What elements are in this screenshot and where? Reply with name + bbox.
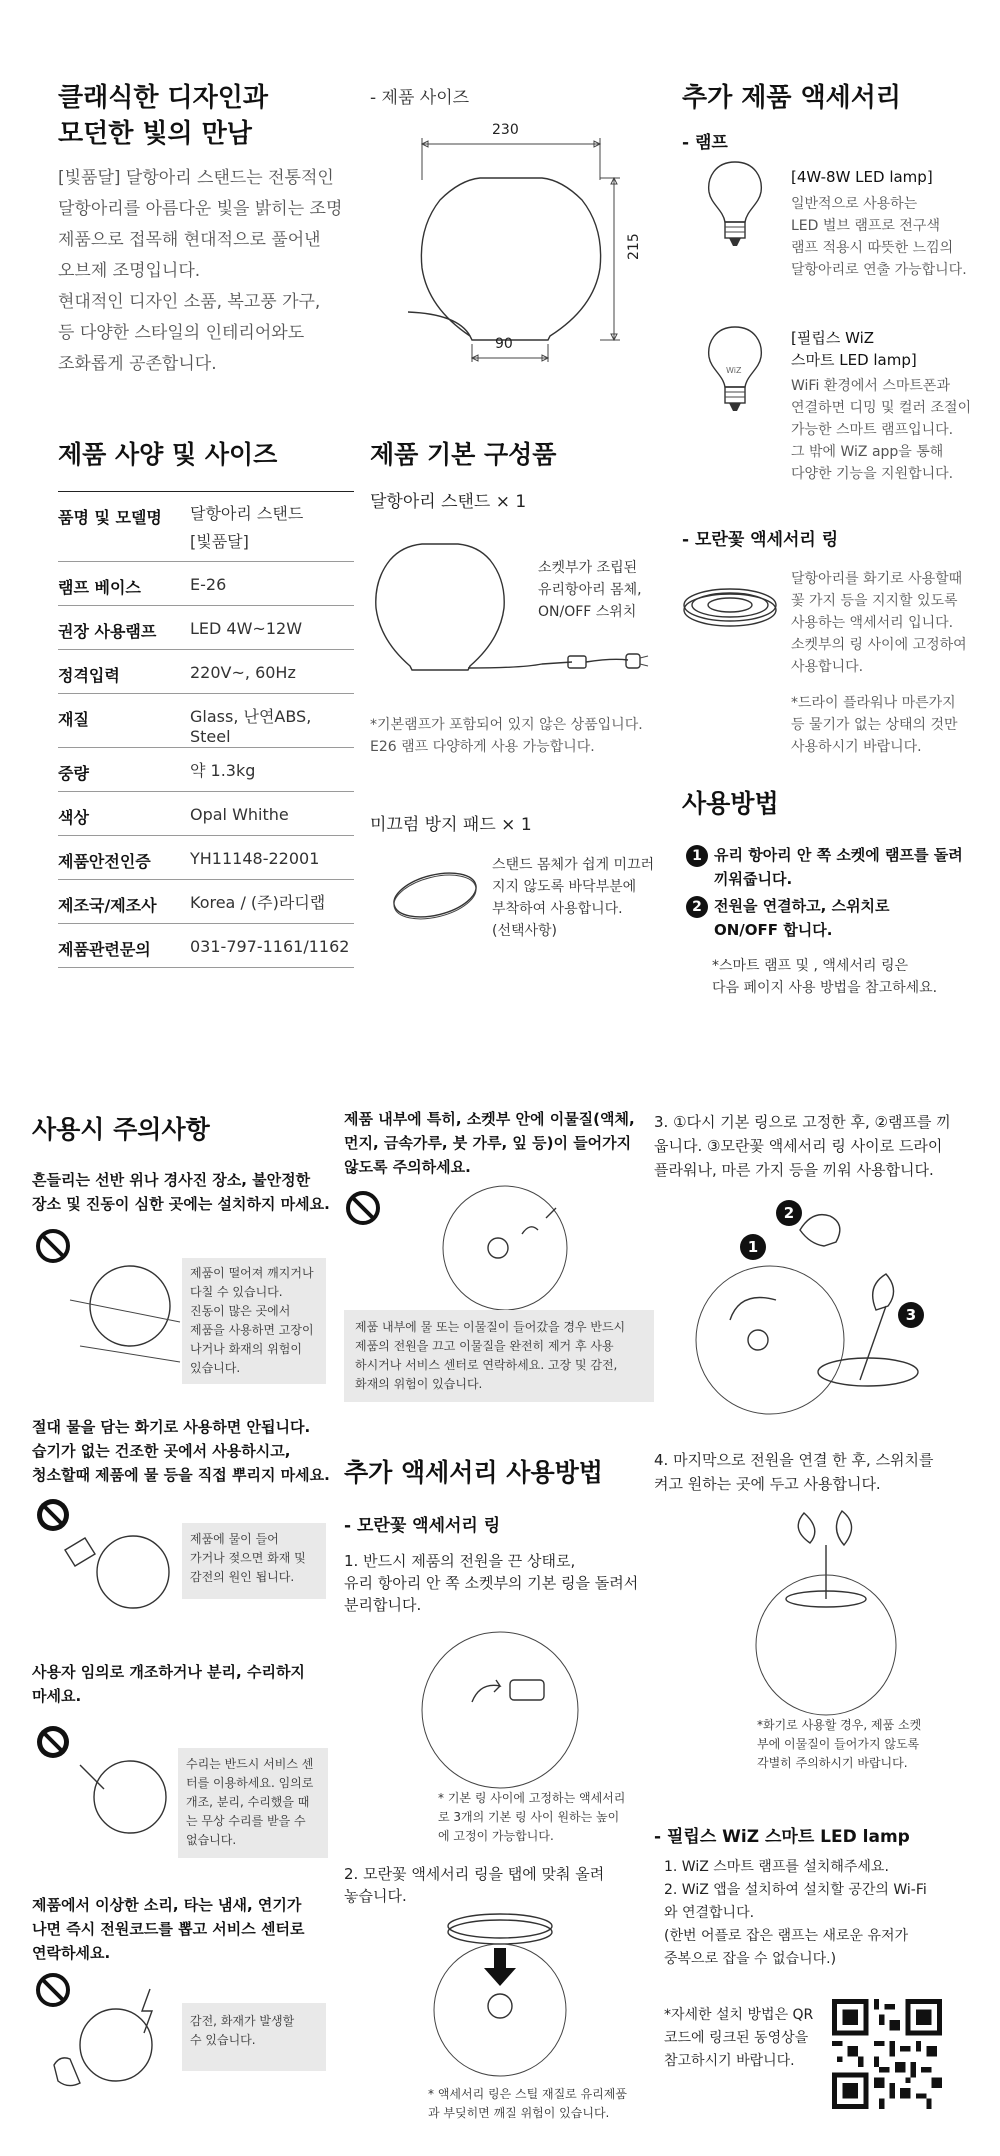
usage-step1: [686, 843, 1000, 891]
foreign-object-illustration: [430, 1178, 580, 1308]
ring-note-line: 사용하시기 바랍니다.: [791, 739, 922, 755]
caution-box-line: 가거나 젖으면 화재 및: [190, 1551, 306, 1565]
lamp-label: - 램프: [682, 133, 728, 153]
pad-desc: [492, 854, 662, 942]
step-badge-1: 1: [740, 1234, 766, 1260]
usage-step2: [686, 894, 1000, 942]
table-row: [58, 880, 354, 924]
anti-slip-pad-icon: [390, 865, 480, 925]
ring-line: 사용합니다.: [791, 659, 864, 675]
caution1-title: [32, 1168, 352, 1216]
spec-key: 중량: [58, 764, 89, 783]
usage-note: [712, 955, 1000, 999]
caution-box-line: 는 무상 수리를 받을 수: [186, 1814, 306, 1828]
caution-box-line: 제품에 물이 들어: [190, 1532, 279, 1546]
spec-value-line: [빛품달]: [190, 532, 249, 551]
caution-box-line: 감전, 화재가 발생할: [190, 2014, 295, 2028]
caution-box-line: 있습니다.: [190, 1361, 241, 1375]
caution-box-line: 하시거나 서비스 센터로 연락하세요. 고장 및 감전,: [355, 1358, 618, 1372]
intro-title-line2: 모던한 빛의 만남: [58, 119, 252, 149]
usage-step-text: ON/OFF 합니다.: [714, 921, 833, 939]
wiz-step-line: 1. WiZ 스마트 램프를 설치해주세요.: [664, 1859, 889, 1875]
stand-note: [370, 714, 670, 758]
table-row: [58, 924, 354, 968]
stand-desc-line: ON/OFF 스위치: [538, 604, 637, 620]
acc-step4-note: [757, 1716, 977, 1773]
spec-key: 제품안전인증: [58, 852, 151, 871]
wiz-note-line: 참고하시기 바랍니다.: [664, 2053, 795, 2069]
stand-desc-line: 유리항아리 몸체,: [538, 582, 642, 598]
wiz-steps: [664, 1856, 994, 1971]
intro-line: 오브제 조명입니다.: [58, 261, 201, 281]
acc-step-line: 플라워나, 마른 가지 등을 끼워 사용합니다.: [654, 1161, 934, 1179]
acc-note-line: 부에 이물질이 들어가지 않도록: [757, 1737, 920, 1751]
stand-label: 달항아리 스탠드 × 1: [370, 492, 527, 512]
lamp1-line: 일반적으로 사용하는: [791, 196, 918, 212]
wiz-qr-note: [664, 2004, 844, 2073]
pad-desc-line: (선택사항): [492, 923, 558, 939]
spec-key: 재질: [58, 710, 89, 729]
spec-key: 제조국/제조사: [58, 896, 157, 915]
acc-step1: [344, 1550, 664, 1616]
caution3-box-text: [186, 1755, 328, 1850]
lamp2-line: 가능한 스마트 램프입니다.: [791, 422, 954, 438]
qr-code-icon[interactable]: [832, 1999, 942, 2109]
caution-box-line: 감전의 원인 됩니다.: [190, 1570, 295, 1584]
step-number-badge: 1: [686, 845, 708, 867]
intro-line: 조화롭게 공존합니다.: [58, 354, 217, 374]
ring-line: 꽃 가지 등을 지지할 있도록: [791, 593, 958, 609]
ring-note-line: *드라이 플라워나 마른가지: [791, 695, 956, 711]
ring-note-line: 등 물기가 없는 상태의 것만: [791, 717, 958, 733]
acc-note-line: * 액세서리 링은 스틸 재질로 유리제품: [428, 2087, 627, 2101]
usage-note-line: 다음 페이지 사용 방법을 참고하세요.: [712, 980, 938, 996]
acc-note-line: * 기본 링 사이에 고정하는 액세서리: [438, 1791, 626, 1805]
wiz-step-line: 2. WiZ 앱을 설치하여 설치할 공간의 Wi-Fi: [664, 1882, 927, 1898]
stand-note-line: E26 램프 다양하게 사용 가능합니다.: [370, 739, 595, 755]
accessories-title: 추가 제품 액세서리: [682, 83, 902, 113]
lamp1-line: 달항아리로 연출 가능합니다.: [791, 262, 967, 278]
acc-note-line: 에 고정이 가능합니다.: [438, 1829, 554, 1843]
caution2-box-text: [190, 1530, 326, 1587]
ring-line: 사용하는 액세서리 입니다.: [791, 615, 954, 631]
intro-line: 현대적인 디자인 소품, 복고풍 가구,: [58, 292, 321, 312]
assemble-illustration: [700, 1190, 930, 1420]
caution-title-line: 마세요.: [32, 1687, 82, 1705]
ring-line: 달항아리를 화기로 사용할때: [791, 571, 963, 587]
caution4-title: [32, 1893, 352, 1965]
caution3-title: [32, 1660, 352, 1708]
remove-ring-illustration: [410, 1620, 590, 1780]
spec-value: Korea / (주)라디랩: [190, 893, 326, 912]
acc-note-line: 과 부딪히면 깨질 위험이 있습니다.: [428, 2106, 610, 2120]
acc-usage-title: 추가 액세서리 사용방법: [344, 1458, 603, 1487]
acc-step4: [654, 1448, 994, 1496]
lamp2-line: 다양한 기능을 지원합니다.: [791, 466, 954, 482]
acc-note-line: *화기로 사용할 경우, 제품 소켓: [757, 1718, 922, 1732]
acc-step-line: 놓습니다.: [344, 1887, 407, 1905]
wiz-step-line: 중복으로 잡을 수 없습니다.): [664, 1951, 837, 1967]
acc-step2: [344, 1863, 664, 1907]
intro-line: 등 다양한 스타일의 인테리어와도: [58, 323, 305, 343]
acc-note-line: 로 3개의 기본 링 사이 원하는 높이: [438, 1810, 620, 1824]
disassembly-illustration: [60, 1745, 180, 1845]
acc-step2-note: [428, 2085, 668, 2123]
usage-step-text: 전원을 연결하고, 스위치로: [714, 897, 890, 915]
caution-box-line: 개조, 분리, 수리했을 때: [186, 1795, 310, 1809]
water-spray-illustration: [55, 1520, 185, 1620]
caution-box-line: 제품 내부에 물 또는 이물질이 들어갔을 경우 반드시: [355, 1320, 626, 1334]
spec-key: 색상: [58, 808, 89, 827]
table-row: [58, 606, 354, 650]
caution-title-line: 청소할때 제품에 물 등을 직접 뿌리지 마세요.: [32, 1466, 330, 1484]
caution1-box-text: [190, 1264, 326, 1378]
step-number-badge: 2: [686, 896, 708, 918]
table-row: [58, 694, 354, 748]
flower-ring-icon: [680, 575, 780, 635]
lamp1-desc: [791, 193, 1000, 281]
pad-desc-line: 스탠드 몸체가 쉽게 미끄러: [492, 857, 655, 873]
caution-title-line: 장소 및 진동이 심한 곳에는 설치하지 마세요.: [32, 1195, 330, 1213]
table-row: [58, 650, 354, 694]
caution-title-line: 않도록 주의하세요.: [344, 1158, 471, 1176]
prohibited-icon: [345, 1190, 381, 1226]
spec-value: Glass, 난연ABS, Steel: [190, 707, 312, 746]
wiz-bulb-mark: WiZ: [726, 366, 742, 375]
acc-ring-label: - 모란꽃 액세서리 링: [344, 1516, 501, 1536]
caution-title-line: 먼지, 금속가루, 붓 가루, 잎 등)이 들어가지: [344, 1134, 632, 1152]
intro-title-line1: 클래식한 디자인과: [58, 83, 268, 113]
pad-desc-line: 부착하여 사용합니다.: [492, 901, 623, 917]
caution-box-line: 제품이 떨어져 깨지거나: [190, 1266, 314, 1280]
size-width: 230: [492, 122, 519, 138]
caution-title-line: 습기가 없는 건조한 곳에서 사용하시고,: [32, 1442, 291, 1460]
caution-box-line: 제품을 사용하면 고장이: [190, 1323, 314, 1337]
wiz-note-line: *자세한 설치 방법은 QR: [664, 2007, 814, 2023]
size-height: 215: [626, 233, 642, 260]
caution-box-line: 수 있습니다.: [190, 2033, 256, 2047]
lamp2-desc: [791, 375, 1000, 485]
wiz-step-line: 와 연결합니다.: [664, 1905, 755, 1921]
caution-title: 사용시 주의사항: [32, 1115, 210, 1144]
acc-step1-note: [438, 1789, 658, 1846]
wiz-note-line: 코드에 링크된 동영상을: [664, 2030, 809, 2046]
lamp2-title: [791, 327, 917, 371]
acc-step-line: 4. 마지막으로 전원을 연결 한 후, 스위치를: [654, 1451, 934, 1469]
ring-line: 소켓부의 링 사이에 고정하여: [791, 637, 967, 653]
intro-line: [빛품달] 달항아리 스탠드는 전통적인: [58, 168, 334, 188]
components-title: 제품 기본 구성품: [370, 440, 557, 469]
lamp2-line: 연결하면 디밍 및 컬러 조절이: [791, 400, 972, 416]
caution-box-line: 화재의 위험이 있습니다.: [355, 1377, 483, 1391]
lamp1-title: [4W-8W LED lamp]: [791, 168, 933, 186]
lamp2-title-line: 스마트 LED lamp]: [791, 351, 917, 369]
lamp1-line: 램프 적용시 따뜻한 느낌의: [791, 240, 954, 256]
usage-note-line: *스마트 램프 및 , 액세서리 링은: [712, 958, 908, 974]
caution-box-line: 제품의 전원을 끄고 이물질을 완전히 제거 후 사용: [355, 1339, 614, 1353]
spec-table: [58, 491, 354, 968]
spec-key: 품명 및 모델명: [58, 508, 162, 527]
caution-box-line: 없습니다.: [186, 1833, 237, 1847]
spec-value: 약 1.3kg: [190, 761, 256, 780]
spec-value: E-26: [190, 575, 227, 594]
caution5-title: [344, 1107, 664, 1179]
size-label: - 제품 사이즈: [370, 88, 470, 108]
caution-box-line: 다칠 수 있습니다.: [190, 1285, 283, 1299]
ring-label: - 모란꽃 액세서리 링: [682, 530, 839, 550]
wiz-label: - 필립스 WiZ 스마트 LED lamp: [654, 1827, 910, 1847]
acc-step3: [654, 1110, 994, 1182]
caution-box-line: 나거나 화재의 위험이: [190, 1342, 302, 1356]
caution2-title: [32, 1415, 362, 1487]
spec-key: 정격입력: [58, 666, 120, 685]
acc-step-line: 웁니다. ③모란꽃 액세서리 링 사이로 드라이: [654, 1137, 943, 1155]
spec-value: 031-797-1161/1162: [190, 937, 350, 956]
spec-value: LED 4W~12W: [190, 619, 303, 638]
step-badge-3: 3: [898, 1302, 924, 1328]
ring-desc: [791, 568, 1000, 678]
wiz-step-line: (한번 어플로 잡은 램프는 새로운 유저가: [664, 1928, 909, 1944]
spec-key: 램프 베이스: [58, 578, 141, 597]
spec-key: 권장 사용램프: [58, 622, 157, 641]
lamp2-line: WiFi 환경에서 스마트폰과: [791, 378, 950, 394]
spec-value: 220V~, 60Hz: [190, 663, 296, 682]
usage-title: 사용방법: [682, 789, 779, 818]
stand-desc: [538, 557, 658, 623]
shaky-shelf-illustration: [60, 1250, 190, 1370]
stand-note-line: *기본램프가 포함되어 있지 않은 상품입니다.: [370, 717, 643, 733]
lamp2-line: 그 밖에 WiZ app을 통해: [791, 444, 944, 460]
lamp1-line: LED 벌브 램프로 전구색: [791, 218, 940, 234]
place-ring-illustration: [410, 1906, 590, 2076]
caution-title-line: 나면 즉시 전원코드를 뽑고 서비스 센터로: [32, 1920, 305, 1938]
spec-title: 제품 사양 및 사이즈: [58, 440, 278, 469]
acc-step-line: 켜고 원하는 곳에 두고 사용합니다.: [654, 1475, 881, 1493]
acc-step-line: 유리 항아리 안 쪽 소켓부의 기본 링을 돌려서: [344, 1574, 639, 1592]
caution-title-line: 흔들리는 선반 위나 경사진 장소, 불안정한: [32, 1171, 311, 1189]
intro-line: 달항아리를 아름다운 빛을 밝히는 조명: [58, 199, 343, 219]
smoke-illustration: [50, 1985, 180, 2095]
acc-step-line: 2. 모란꽃 액세서리 링을 탭에 맞춰 올려: [344, 1865, 605, 1883]
size-diagram: [400, 118, 650, 368]
table-row: [58, 748, 354, 792]
spec-key: 제품관련문의: [58, 940, 151, 959]
caution-box-line: 터를 이용하세요. 임의로: [186, 1776, 314, 1790]
intro-paragraph: [58, 163, 358, 380]
usage-step-text: 끼워줍니다.: [714, 870, 793, 888]
size-base: 90: [495, 336, 513, 352]
acc-note-line: 각별히 주의하시기 바랍니다.: [757, 1756, 908, 1770]
step-badge-2: 2: [776, 1200, 802, 1226]
caution-box-line: 진동이 많은 곳에서: [190, 1304, 291, 1318]
acc-step-line: 3. ①다시 기본 링으로 고정한 후, ②램프를 끼: [654, 1113, 951, 1131]
caution-title-line: 연락하세요.: [32, 1944, 111, 1962]
table-row: [58, 792, 354, 836]
usage-step-text: 유리 항아리 안 쪽 소켓에 램프를 돌려: [714, 846, 963, 864]
spec-value-line: 달항아리 스탠드: [190, 504, 304, 523]
lamp2-title-line: [필립스 WiZ: [791, 329, 875, 347]
finished-vase-illustration: [730, 1505, 930, 1705]
caution-title-line: 제품에서 이상한 소리, 타는 냄새, 연기가: [32, 1896, 302, 1914]
pad-label: 미끄럼 방지 패드 × 1: [370, 815, 532, 835]
caution-box-line: 수리는 반드시 서비스 센: [186, 1757, 314, 1771]
caution5-box-text: [355, 1318, 651, 1394]
caution4-box-text: [190, 2012, 326, 2050]
acc-step-line: 1. 반드시 제품의 전원을 끈 상태로,: [344, 1552, 576, 1570]
table-row: [58, 836, 354, 880]
intro-line: 제품으로 접목해 현대적으로 풀어낸: [58, 230, 321, 250]
ring-note: [791, 692, 1000, 758]
led-bulb-icon: [705, 160, 765, 250]
intro-title: [58, 80, 268, 152]
caution-title-line: 제품 내부에 특히, 소켓부 안에 이물질(액체,: [344, 1110, 635, 1128]
acc-step-line: 분리합니다.: [344, 1596, 422, 1614]
caution-title-line: 절대 물을 담는 화기로 사용하면 안됩니다.: [32, 1418, 311, 1436]
spec-value: YH11148-22001: [190, 849, 320, 868]
table-row: [58, 562, 354, 606]
caution-title-line: 사용자 임의로 개조하거나 분리, 수리하지: [32, 1663, 305, 1681]
spec-value: [190, 492, 354, 562]
pad-desc-line: 지지 않도록 바닥부분에: [492, 879, 637, 895]
stand-desc-line: 소켓부가 조립된: [538, 560, 638, 576]
table-row: [58, 492, 354, 562]
spec-value: Opal Whithe: [190, 805, 289, 824]
